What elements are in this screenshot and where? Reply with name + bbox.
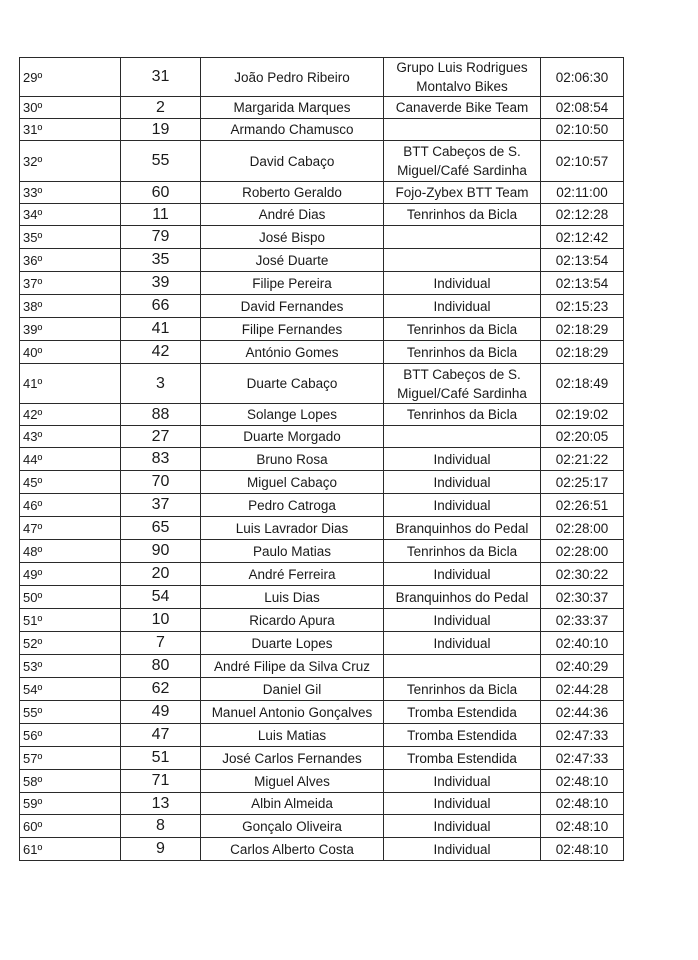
bib-cell: 37 — [121, 494, 201, 517]
pos-cell: 60º — [20, 815, 121, 838]
table-row — [20, 793, 624, 815]
team-cell: Tenrinhos da Bicla — [384, 341, 541, 364]
pos-cell: 37º — [20, 272, 121, 295]
pos-cell: 43º — [20, 426, 121, 448]
team-cell — [384, 119, 541, 141]
team-cell: Individual — [384, 793, 541, 815]
bib-cell: 35 — [121, 249, 201, 272]
name-cell: Luis Dias — [201, 586, 384, 609]
table-row — [20, 295, 624, 318]
name-cell: Filipe Fernandes — [201, 318, 384, 341]
team-cell: Individual — [384, 609, 541, 632]
bib-cell: 41 — [121, 318, 201, 341]
table-row — [20, 471, 624, 494]
bib-cell: 51 — [121, 747, 201, 770]
team-cell: Individual — [384, 770, 541, 793]
pos-cell: 52º — [20, 632, 121, 655]
team-cell: Individual — [384, 563, 541, 586]
time-cell: 02:08:54 — [541, 97, 624, 119]
name-cell: Margarida Marques — [201, 97, 384, 119]
bib-cell: 65 — [121, 517, 201, 540]
name-cell: Carlos Alberto Costa — [201, 838, 384, 861]
table-row — [20, 204, 624, 226]
bib-cell: 54 — [121, 586, 201, 609]
table-row — [20, 563, 624, 586]
bib-cell: 60 — [121, 182, 201, 204]
name-cell: André Dias — [201, 204, 384, 226]
table-row — [20, 770, 624, 793]
time-cell: 02:06:30 — [541, 58, 624, 97]
pos-cell: 38º — [20, 295, 121, 318]
pos-cell: 47º — [20, 517, 121, 540]
name-cell: Manuel Antonio Gonçalves — [201, 701, 384, 724]
time-cell: 02:48:10 — [541, 838, 624, 861]
pos-cell: 33º — [20, 182, 121, 204]
bib-cell: 39 — [121, 272, 201, 295]
time-cell: 02:20:05 — [541, 426, 624, 448]
table-row — [20, 586, 624, 609]
team-cell: Individual — [384, 815, 541, 838]
team-cell: Tromba Estendida — [384, 724, 541, 747]
pos-cell: 48º — [20, 540, 121, 563]
team-cell: Tenrinhos da Bicla — [384, 318, 541, 341]
table-row — [20, 182, 624, 204]
name-cell: Solange Lopes — [201, 404, 384, 426]
bib-cell: 55 — [121, 141, 201, 182]
name-cell: Paulo Matias — [201, 540, 384, 563]
pos-cell: 41º — [20, 364, 121, 404]
time-cell: 02:28:00 — [541, 517, 624, 540]
name-cell: Gonçalo Oliveira — [201, 815, 384, 838]
time-cell: 02:44:36 — [541, 701, 624, 724]
table-row — [20, 632, 624, 655]
time-cell: 02:18:29 — [541, 318, 624, 341]
time-cell: 02:40:29 — [541, 655, 624, 678]
team-cell: Tromba Estendida — [384, 747, 541, 770]
table-row — [20, 655, 624, 678]
table-row — [20, 815, 624, 838]
table-row — [20, 838, 624, 861]
team-cell: Individual — [384, 494, 541, 517]
name-cell: André Ferreira — [201, 563, 384, 586]
name-cell: Roberto Geraldo — [201, 182, 384, 204]
pos-cell: 29º — [20, 58, 121, 97]
name-cell: David Fernandes — [201, 295, 384, 318]
table-row — [20, 141, 624, 182]
name-cell: João Pedro Ribeiro — [201, 58, 384, 97]
team-cell: Individual — [384, 448, 541, 471]
name-cell: Albin Almeida — [201, 793, 384, 815]
bib-cell: 79 — [121, 226, 201, 249]
pos-cell: 30º — [20, 97, 121, 119]
bib-cell: 47 — [121, 724, 201, 747]
time-cell: 02:13:54 — [541, 272, 624, 295]
table-row — [20, 701, 624, 724]
name-cell: Duarte Lopes — [201, 632, 384, 655]
bib-cell: 70 — [121, 471, 201, 494]
pos-cell: 56º — [20, 724, 121, 747]
time-cell: 02:10:50 — [541, 119, 624, 141]
table-row — [20, 609, 624, 632]
bib-cell: 71 — [121, 770, 201, 793]
pos-cell: 59º — [20, 793, 121, 815]
pos-cell: 54º — [20, 678, 121, 701]
time-cell: 02:12:28 — [541, 204, 624, 226]
table-row — [20, 119, 624, 141]
team-cell: Branquinhos do Pedal — [384, 517, 541, 540]
name-cell: Miguel Cabaço — [201, 471, 384, 494]
name-cell: Luis Lavrador Dias — [201, 517, 384, 540]
time-cell: 02:13:54 — [541, 249, 624, 272]
table-row — [20, 404, 624, 426]
team-cell: Fojo-Zybex BTT Team — [384, 182, 541, 204]
table-row — [20, 272, 624, 295]
bib-cell: 83 — [121, 448, 201, 471]
table-row — [20, 747, 624, 770]
pos-cell: 34º — [20, 204, 121, 226]
pos-cell: 55º — [20, 701, 121, 724]
table-row — [20, 97, 624, 119]
team-cell: Canaverde Bike Team — [384, 97, 541, 119]
name-cell: André Filipe da Silva Cruz — [201, 655, 384, 678]
name-cell: Luis Matias — [201, 724, 384, 747]
name-cell: José Bispo — [201, 226, 384, 249]
time-cell: 02:15:23 — [541, 295, 624, 318]
pos-cell: 40º — [20, 341, 121, 364]
results-table — [19, 57, 624, 861]
bib-cell: 9 — [121, 838, 201, 861]
team-cell: Branquinhos do Pedal — [384, 586, 541, 609]
team-cell — [384, 226, 541, 249]
time-cell: 02:48:10 — [541, 770, 624, 793]
team-cell: BTT Cabeços de S. Miguel/Café Sardinha — [384, 364, 541, 404]
bib-cell: 42 — [121, 341, 201, 364]
name-cell: Filipe Pereira — [201, 272, 384, 295]
bib-cell: 2 — [121, 97, 201, 119]
bib-cell: 80 — [121, 655, 201, 678]
pos-cell: 39º — [20, 318, 121, 341]
time-cell: 02:18:29 — [541, 341, 624, 364]
bib-cell: 66 — [121, 295, 201, 318]
pos-cell: 46º — [20, 494, 121, 517]
name-cell: José Duarte — [201, 249, 384, 272]
name-cell: Armando Chamusco — [201, 119, 384, 141]
time-cell: 02:47:33 — [541, 724, 624, 747]
team-cell: Individual — [384, 471, 541, 494]
time-cell: 02:25:17 — [541, 471, 624, 494]
table-row — [20, 364, 624, 404]
time-cell: 02:19:02 — [541, 404, 624, 426]
name-cell: Bruno Rosa — [201, 448, 384, 471]
time-cell: 02:47:33 — [541, 747, 624, 770]
table-row — [20, 249, 624, 272]
time-cell: 02:11:00 — [541, 182, 624, 204]
team-cell: Individual — [384, 272, 541, 295]
team-cell: Tenrinhos da Bicla — [384, 404, 541, 426]
time-cell: 02:48:10 — [541, 793, 624, 815]
table-row — [20, 448, 624, 471]
name-cell: Daniel Gil — [201, 678, 384, 701]
team-cell: Individual — [384, 632, 541, 655]
bib-cell: 49 — [121, 701, 201, 724]
name-cell: Pedro Catroga — [201, 494, 384, 517]
table-row — [20, 58, 624, 97]
name-cell: Ricardo Apura — [201, 609, 384, 632]
pos-cell: 49º — [20, 563, 121, 586]
table-row — [20, 678, 624, 701]
bib-cell: 19 — [121, 119, 201, 141]
team-cell: Tromba Estendida — [384, 701, 541, 724]
table-row — [20, 724, 624, 747]
name-cell: Miguel Alves — [201, 770, 384, 793]
time-cell: 02:33:37 — [541, 609, 624, 632]
pos-cell: 42º — [20, 404, 121, 426]
pos-cell: 51º — [20, 609, 121, 632]
results-table-body — [20, 58, 624, 861]
team-cell: Grupo Luis Rodrigues Montalvo Bikes — [384, 58, 541, 97]
table-row — [20, 517, 624, 540]
pos-cell: 36º — [20, 249, 121, 272]
pos-cell: 31º — [20, 119, 121, 141]
time-cell: 02:48:10 — [541, 815, 624, 838]
bib-cell: 10 — [121, 609, 201, 632]
time-cell: 02:18:49 — [541, 364, 624, 404]
pos-cell: 58º — [20, 770, 121, 793]
table-row — [20, 341, 624, 364]
name-cell: Duarte Morgado — [201, 426, 384, 448]
pos-cell: 57º — [20, 747, 121, 770]
bib-cell: 13 — [121, 793, 201, 815]
team-cell — [384, 426, 541, 448]
time-cell: 02:26:51 — [541, 494, 624, 517]
table-row — [20, 318, 624, 341]
time-cell: 02:40:10 — [541, 632, 624, 655]
bib-cell: 7 — [121, 632, 201, 655]
name-cell: António Gomes — [201, 341, 384, 364]
bib-cell: 90 — [121, 540, 201, 563]
team-cell: Tenrinhos da Bicla — [384, 204, 541, 226]
name-cell: José Carlos Fernandes — [201, 747, 384, 770]
team-cell: BTT Cabeços de S. Miguel/Café Sardinha — [384, 141, 541, 182]
team-cell: Tenrinhos da Bicla — [384, 540, 541, 563]
table-row — [20, 494, 624, 517]
name-cell: David Cabaço — [201, 141, 384, 182]
pos-cell: 44º — [20, 448, 121, 471]
time-cell: 02:30:22 — [541, 563, 624, 586]
bib-cell: 88 — [121, 404, 201, 426]
bib-cell: 62 — [121, 678, 201, 701]
time-cell: 02:10:57 — [541, 141, 624, 182]
bib-cell: 27 — [121, 426, 201, 448]
team-cell: Individual — [384, 295, 541, 318]
pos-cell: 61º — [20, 838, 121, 861]
table-row — [20, 426, 624, 448]
bib-cell: 20 — [121, 563, 201, 586]
team-cell — [384, 655, 541, 678]
time-cell: 02:30:37 — [541, 586, 624, 609]
pos-cell: 32º — [20, 141, 121, 182]
team-cell — [384, 249, 541, 272]
pos-cell: 45º — [20, 471, 121, 494]
pos-cell: 35º — [20, 226, 121, 249]
team-cell: Tenrinhos da Bicla — [384, 678, 541, 701]
name-cell: Duarte Cabaço — [201, 364, 384, 404]
table-row — [20, 540, 624, 563]
pos-cell: 50º — [20, 586, 121, 609]
bib-cell: 31 — [121, 58, 201, 97]
time-cell: 02:44:28 — [541, 678, 624, 701]
bib-cell: 8 — [121, 815, 201, 838]
time-cell: 02:12:42 — [541, 226, 624, 249]
pos-cell: 53º — [20, 655, 121, 678]
time-cell: 02:21:22 — [541, 448, 624, 471]
table-row — [20, 226, 624, 249]
time-cell: 02:28:00 — [541, 540, 624, 563]
bib-cell: 11 — [121, 204, 201, 226]
team-cell: Individual — [384, 838, 541, 861]
bib-cell: 3 — [121, 364, 201, 404]
